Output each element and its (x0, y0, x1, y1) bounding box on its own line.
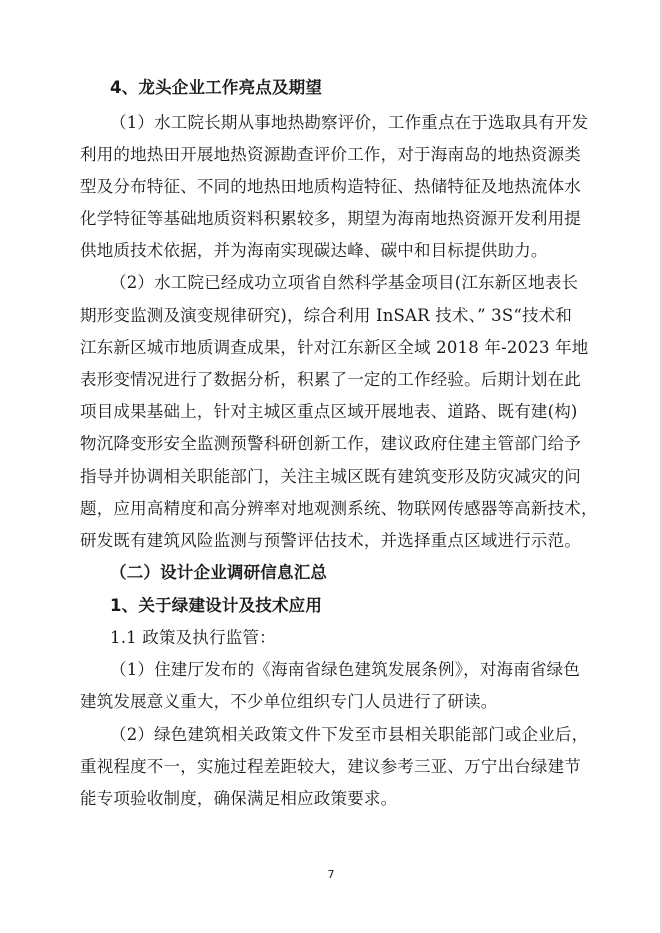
paragraph-line: 供地质技术依据，并为海南实现碳达峰、碳中和目标提供助力。 (80, 241, 548, 260)
paragraph-line: 表形变情况进行了数据分析，积累了一定的工作经验。后期计划在此 (80, 370, 581, 389)
paragraph-line: 期形变监测及演变规律研究)，综合利用 InSAR 技术、” 3S“技术和 (80, 306, 573, 325)
section-heading-2: （二）设计企业调研信息汇总 (110, 563, 328, 582)
paragraph-line: 物沉降变形安全监测预警科研创新工作，建议政府住建主管部门给予 (80, 434, 581, 453)
page-number: 7 (327, 868, 335, 881)
paragraph-line: 重视程度不一，实施过程差距较大，建议参考三亚、万宁出台绿建节 (80, 757, 581, 776)
paragraph-line: （1）水工院长期从事地热勘察评价，工作重点在于选取具有开发 (110, 113, 589, 132)
paragraph-line: 建筑发展意义重大，不少单位组织专门人员进行了研读。 (80, 692, 498, 711)
paragraph-line: （2）水工院已经成功立项省自然科学基金项目(江东新区地表长 (110, 273, 579, 292)
paragraph-line: （2）绿色建筑相关政策文件下发至市县相关职能部门或企业后， (110, 725, 589, 744)
paragraph-line: 化学特征等基础地质资料积累较多，期望为海南地热资源开发利用提 (80, 209, 581, 228)
paragraph-line: 利用的地热田开展地热资源勘查评价工作，对于海南岛的地热资源类 (80, 145, 581, 164)
paragraph-line: 研发既有建筑风险监测与预警评估技术，并选择重点区域进行示范。 (80, 531, 581, 550)
subsection-heading-1: 1、关于绿建设计及技术应用 (110, 596, 323, 615)
paragraph-line: 能专项验收制度，确保满足相应政策要求。 (80, 789, 398, 808)
paragraph-line: 项目成果基础上，针对主城区重点区域开展地表、道路、既有建(构) (80, 402, 578, 421)
paragraph-line: 指导并协调相关职能部门，关注主城区既有建筑变形及防灾减灾的问 (80, 467, 581, 486)
paragraph-line: 题，应用高精度和高分辨率对地观测系统、物联网传感器等高新技术， (80, 499, 598, 518)
subsection-heading-1-1: 1.1 政策及执行监管： (110, 628, 276, 647)
paragraph-line: 江东新区城市地质调查成果，针对江东新区全域 2018 年-2023 年地 (80, 338, 589, 357)
paragraph-line: （1）住建厅发布的《海南省绿色建筑发展条例》，对海南省绿色 (110, 660, 581, 679)
paragraph-line: 型及分布特征、不同的地热田地质构造特征、热储特征及地热流体水 (80, 177, 581, 196)
section-heading-4: 4、龙头企业工作亮点及期望 (110, 78, 323, 97)
